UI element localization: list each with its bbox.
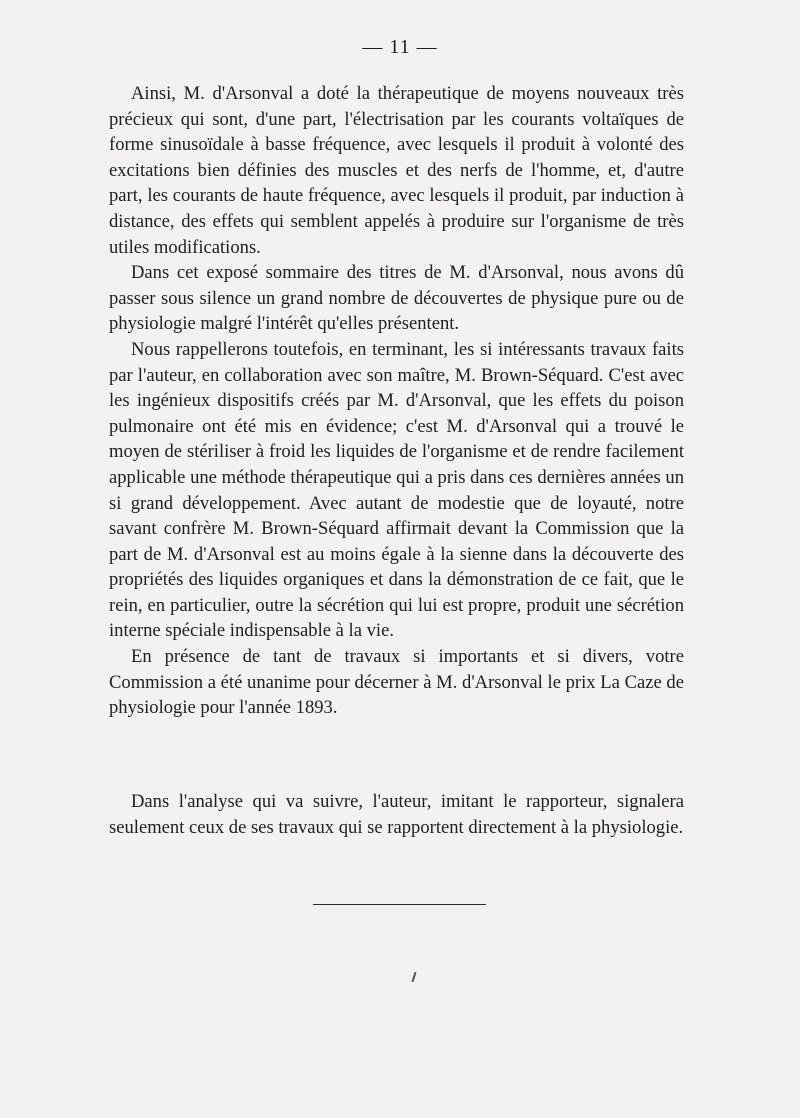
paragraph-prize-award: En présence de tant de travaux si importants et si divers, votre Commission a été unanime pour décerner à M. d'Arsonval le prix La Caze de physiologie pour l'année 1893.: [109, 646, 684, 719]
paragraph-summary-omissions: Dans cet exposé sommaire des titres de M. d'Arsonval, nous avons dû passer sous silence un grand nombre de découvertes de physique pure ou de physiologie malgré l'intérêt qu'elles présentent.: [109, 262, 684, 335]
paragraph-collaboration-brown-sequard: Nous rappellerons toutefois, en terminant, les si intéressants travaux faits par l'auteur, en collaboration avec son maître, M. Brown-Séquard. C'est avec les ingénieux dispositifs créés par M. d'Arsonval, que les effets du poison pulmonaire ont été mis en évidence; c'est M. d'Arsonval qui a trouvé le moyen de stériliser à froid les liquides de l'organisme et de rendre facilement applicable une méthode thérapeutique qui a pris dans ces dernières années un si grand développement. Avec autant de modestie que de loyauté, notre savant confrère M. Brown-Séquard affirmait devant la Commission que la part de M. d'Arsonval est au moins égale à la sienne dans la découverte des propriétés des liquides organiques et dans la démonstration de ce fait, que le rein, en particulier, outre la sécrétion qui lui est propre, produit une sécrétion interne spéciale indispensable à la vie.: [109, 338, 684, 642]
page-number: — 11 —: [362, 36, 438, 58]
closing-text-block: [109, 789, 684, 840]
section-divider-rule: [313, 904, 486, 905]
main-text-block: [109, 81, 684, 721]
paragraph-arsonval-therapeutics: Ainsi, M. d'Arsonval a doté la thérapeutique de moyens nouveaux très précieux qui sont, d'une part, l'électrisation par les courants voltaïques de forme sinusoïdale à basse fréquence, avec lesquels il produit à volonté des excitations bien définies des muscles et des nerfs de l'homme, et, d'autre part, les courants de haute fréquence, avec lesquels il produit, par induction à distance, des effets qui semblent appelés à produire sur l'organisme de très utiles modifications.: [109, 83, 684, 258]
paragraph-analysis-note: Dans l'analyse qui va suivre, l'auteur, imitant le rapporteur, signalera seulement ceux de ses travaux qui se rapportent directement à la physiologie.: [109, 791, 684, 838]
print-speck-mark: [412, 972, 417, 982]
